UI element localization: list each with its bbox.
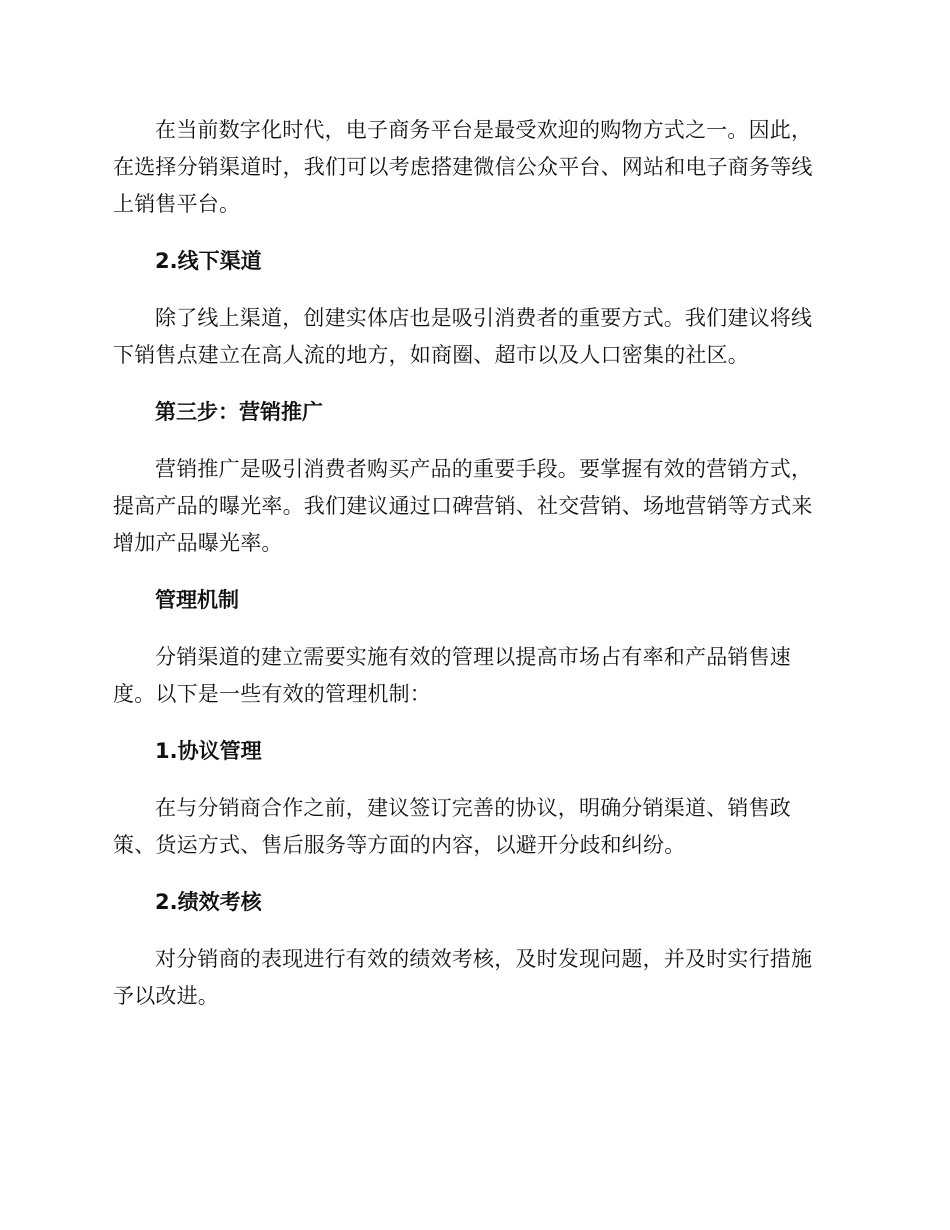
document-body [113, 112, 833, 1035]
paragraph-agreement-management: 在与分销商合作之前，建议签订完善的协议，明确分销渠道、销售政策、货运方式、售后服务等方面的内容，以避开分歧和纠纷。 [113, 796, 791, 857]
paragraph-marketing-promotion: 营销推广是吸引消费者购买产品的重要手段。要掌握有效的营销方式，提高产品的曝光率。我们建议通过口碑营销、社交营销、场地营销等方式来增加产品曝光率。 [113, 457, 813, 555]
heading-step-three-marketing: 第三步：营销推广 [155, 400, 323, 424]
heading-performance-assessment: 2.绩效考核 [155, 890, 262, 914]
paragraph-management-intro: 分销渠道的建立需要实施有效的管理以提高市场占有率和产品销售速度。以下是一些有效的管理机制： [113, 645, 791, 706]
heading-management-mechanism: 管理机制 [155, 588, 239, 612]
paragraph-physical-stores: 除了线上渠道，创建实体店也是吸引消费者的重要方式。我们建议将线下销售点建立在高人流的地方，如商圈、超市以及人口密集的社区。 [113, 306, 813, 367]
heading-agreement-management: 1.协议管理 [155, 739, 262, 763]
paragraph-online-platforms: 在当前数字化时代，电子商务平台是最受欢迎的购物方式之一。因此，在选择分销渠道时，我们可以考虑搭建微信公众平台、网站和电子商务等线上销售平台。 [113, 118, 813, 216]
heading-offline-channels: 2.线下渠道 [155, 249, 262, 273]
paragraph-performance-assessment: 对分销商的表现进行有效的绩效考核，及时发现问题，并及时实行措施予以改进。 [113, 947, 813, 1008]
